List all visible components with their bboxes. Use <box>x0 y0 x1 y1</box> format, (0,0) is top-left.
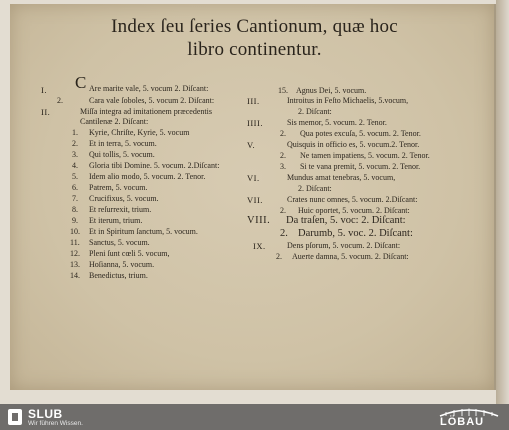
entry-text: Et in terra, 5. vocum. <box>89 139 157 148</box>
entry-number: 2. <box>276 252 282 261</box>
entry-roman: IIII. <box>247 118 263 128</box>
entry-number: 8. <box>72 205 78 214</box>
entry-text: Mundus amat tenebras, 5. vocum, <box>287 173 396 182</box>
page-title-line-1: Index ſeu ſeries Cantionum, quæ hoc <box>111 16 398 37</box>
entry-text: Idem alio modo, 5. vocum. 2. Tenor. <box>89 172 206 181</box>
page-title-line-2: libro continentur. <box>187 39 322 60</box>
entry-text: Cara vale ſoboles, 5. vocum 2. Diſcant: <box>89 96 215 105</box>
entry-number: 9. <box>72 216 78 225</box>
entry-number: 12. <box>70 249 80 258</box>
entry-number: 11. <box>70 238 80 247</box>
entry-text: Sanctus, 5. vocum. <box>89 238 150 247</box>
entry-number: 2. <box>72 139 78 148</box>
slub-tagline: Wir führen Wissen. <box>28 420 83 427</box>
entry-number: 3. <box>280 162 286 171</box>
entry-number: 13. <box>70 260 80 269</box>
entry-text: Pleni ſunt cœli 5. vocum, <box>89 249 170 258</box>
entry-text: Si te vana premit, 5. vocum. 2. Tenor. <box>300 162 421 171</box>
entry-number: 5. <box>72 172 78 181</box>
slub-brand[interactable]: SLUB <box>28 407 63 421</box>
entry-text: Et reſurrexit, trium. <box>89 205 152 214</box>
entry-roman: II. <box>41 107 51 117</box>
entry-text: Sis memor, 5. vocum. 2. Tenor. <box>287 118 387 127</box>
entry-roman: V. <box>247 140 256 150</box>
entry-number: 3. <box>72 150 78 159</box>
entry-text: 2. Diſcant: <box>298 184 332 193</box>
entry-roman: IX. <box>253 241 266 251</box>
entry-number: 2. <box>280 129 286 138</box>
entry-text: Patrem, 5. vocum. <box>89 183 148 192</box>
entry-text: Quisquis in officio es, 5. vocum.2. Tenor. <box>287 140 420 149</box>
entry-text: 2. Diſcant: <box>298 107 332 116</box>
entry-text: Cantilenæ 2. Diſcant: <box>80 117 149 126</box>
entry-roman: III. <box>247 96 260 106</box>
entry-text: Et iterum, trium. <box>89 216 143 225</box>
entry-roman: VII. <box>247 195 263 205</box>
entry-number: 15. <box>278 86 288 95</box>
entry-text: Gloria tibi Domine. 5. vocum. 2.Diſcant: <box>89 161 220 170</box>
entry-text: Darumb, 5. voc. 2. Diſcant: <box>298 228 413 239</box>
entry-text: Introitus in Feſto Michaelis, 5.vocum, <box>287 96 409 105</box>
lobau-brand[interactable]: LÖBAU <box>440 416 485 428</box>
entry-number: 1. <box>72 128 78 137</box>
entry-number: 2. <box>280 206 286 215</box>
entry-number: 2. <box>280 228 288 239</box>
slub-logo-icon[interactable] <box>8 409 22 425</box>
entry-text: Miſſa integra ad imitationem præcedentis <box>80 107 212 116</box>
entry-number: 10. <box>70 227 80 236</box>
entry-text: Dens pſorum, 5. vocum. 2. Diſcant: <box>287 241 401 250</box>
entry-text: Hoſianna, 5. vocum. <box>89 260 155 269</box>
entry-number: 6. <box>72 183 78 192</box>
entry-text: Crucifixus, 5. vocum. <box>89 194 159 203</box>
entry-roman: VI. <box>247 173 260 183</box>
viewer-footer <box>0 404 509 430</box>
entry-text: Qui tollis, 5. vocum. <box>89 150 155 159</box>
entry-number: 14. <box>70 271 80 280</box>
entry-number: 2. <box>280 151 286 160</box>
entry-number: 7. <box>72 194 78 203</box>
entry-text: Ne tamen impatiens, 5. vocum. 2. Tenor. <box>300 151 430 160</box>
entry-text: Crates nunc omnes, 5. vocum. 2.Diſcant: <box>287 195 418 204</box>
entry-text: Qua potes excuſa, 5. vocum. 2. Tenor. <box>300 129 421 138</box>
entry-text: Auerte damna, 5. vocum. 2. Diſcant: <box>292 252 409 261</box>
entry-roman: VIII. <box>247 215 271 226</box>
entry-text: Huic oportet, 5. vocum. 2. Diſcant: <box>298 206 410 215</box>
entry-number: 4. <box>72 161 78 170</box>
entry-text: Benedictus, trium. <box>89 271 148 280</box>
entry-number: 2. <box>57 96 63 105</box>
entry-text: Are marite vale, 5. vocum 2. Diſcant: <box>89 84 209 93</box>
entry-roman: I. <box>41 85 47 95</box>
entry-text: Kyrie, Chriſte, Kyrie, 5. vocum <box>89 128 190 137</box>
initial-letter: C <box>75 73 87 92</box>
entry-text: Et in Spiritum ſanctum, 5. vocum. <box>89 227 198 236</box>
entry-text: Agnus Dei, 5. vocum. <box>296 86 367 95</box>
entry-text: Da traſen, 5. voc: 2. Diſcant: <box>286 215 406 226</box>
